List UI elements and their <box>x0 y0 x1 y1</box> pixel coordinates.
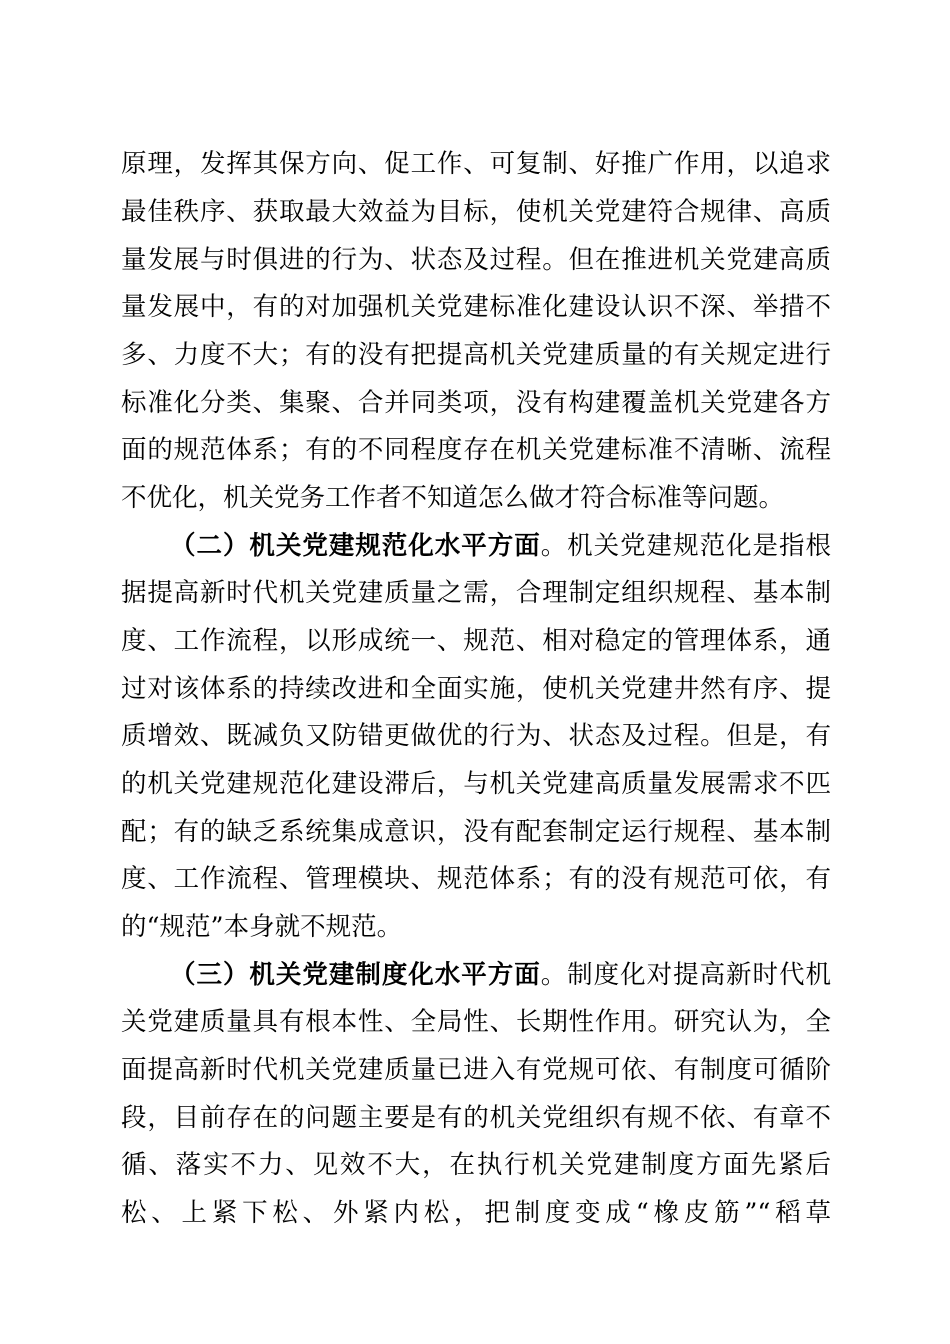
text-line: 量发展与时俱进的行为、状态及过程。但在推进机关党建高质 <box>121 245 831 275</box>
text-line: 关党建质量具有根本性、全局性、长期性作用。研究认为，全 <box>121 1007 831 1037</box>
section-heading: （二）机关党建规范化水平方面 <box>170 531 541 561</box>
text-line: 的“规范”本身就不规范。 <box>121 912 403 942</box>
text-line: 面的规范体系；有的不同程度存在机关党建标准不清晰、流程 <box>121 435 831 465</box>
text-line: 段，目前存在的问题主要是有的机关党组织有规不依、有章不 <box>121 1103 831 1133</box>
text-line: 原理，发挥其保方向、促工作、可复制、好推广作用，以追求 <box>121 149 831 179</box>
text-line: 据提高新时代机关党建质量之需，合理制定组织规程、基本制 <box>121 578 831 608</box>
text-run: 。制度化对提高新时代机 <box>540 960 831 990</box>
text-line: 质增效、既减负又防错更做优的行为、状态及过程。但是，有 <box>121 721 831 751</box>
text-run: 。机关党建规范化是指根 <box>540 531 831 561</box>
text-line: 循、落实不力、见效不大，在执行机关党建制度方面先紧后 <box>121 1150 831 1180</box>
text-line: 面提高新时代机关党建质量已进入有党规可依、有制度可循阶 <box>121 1055 831 1085</box>
text-line: 标准化分类、集聚、合并同类项，没有构建覆盖机关党建各方 <box>121 388 831 418</box>
text-line: 最佳秩序、获取最大效益为目标，使机关党建符合规律、高质 <box>121 197 831 227</box>
text-line: 度、工作流程、管理模块、规范体系；有的没有规范可依，有 <box>121 864 831 894</box>
text-line: 松、上紧下松、外紧内松，把制度变成“橡皮筋”“稻草 <box>121 1198 831 1228</box>
text-line: 不优化，机关党务工作者不知道怎么做才符合标准等问题。 <box>121 483 785 513</box>
text-line: 配；有的缺乏系统集成意识，没有配套制定运行规程、基本制 <box>121 817 831 847</box>
text-line: 度、工作流程，以形成统一、规范、相对稳定的管理体系，通 <box>121 626 831 656</box>
text-line: 过对该体系的持续改进和全面实施，使机关党建井然有序、提 <box>121 674 831 704</box>
paragraph-first-line <box>170 524 831 568</box>
paragraph-first-line <box>170 953 831 997</box>
text-line: 的机关党建规范化建设滞后，与机关党建高质量发展需求不匹 <box>121 769 831 799</box>
text-line: 量发展中，有的对加强机关党建标准化建设认识不深、举措不 <box>121 292 831 322</box>
text-line: 多、力度不大；有的没有把提高机关党建质量的有关规定进行 <box>121 340 831 370</box>
section-heading: （三）机关党建制度化水平方面 <box>170 960 541 990</box>
